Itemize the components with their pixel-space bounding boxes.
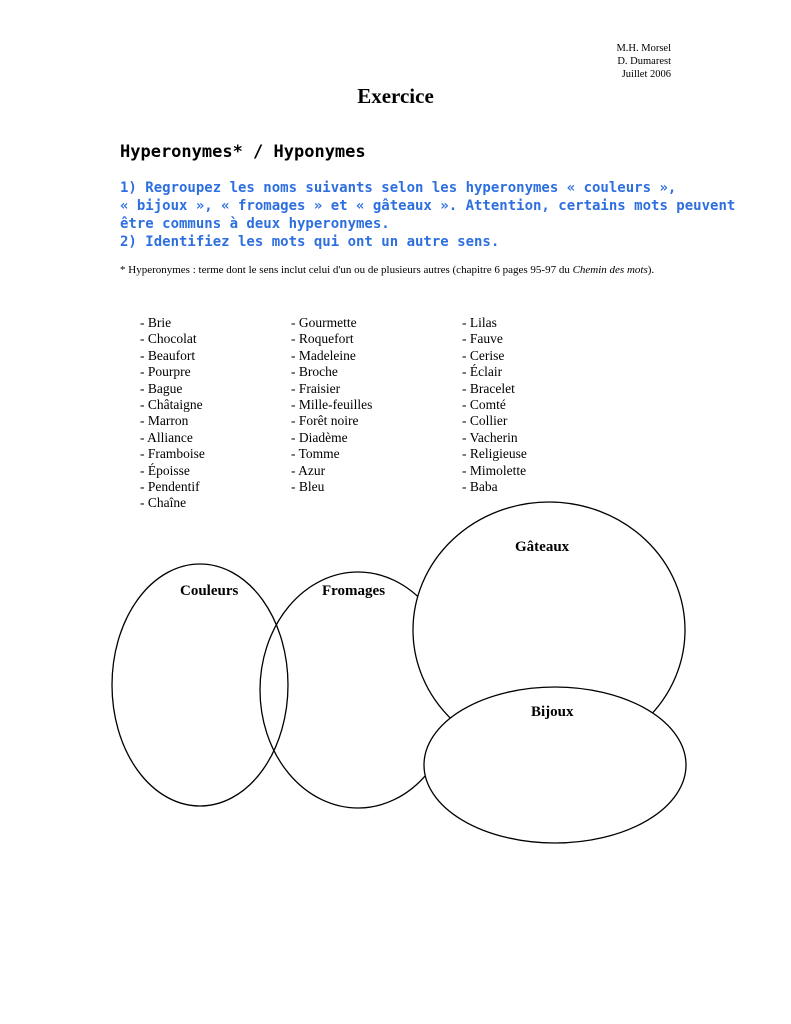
word-item: - Roquefort bbox=[291, 331, 354, 347]
instruction-line: 2) Identifiez les mots qui ont un autre sens. bbox=[120, 234, 500, 250]
word-item: - Comté bbox=[462, 397, 506, 413]
word-item: - Époisse bbox=[140, 462, 190, 478]
word-item: - Collier bbox=[462, 413, 508, 429]
word-item: - Mimolette bbox=[462, 462, 527, 478]
instruction-line: 1) Regroupez les noms suivants selon les hyperonymes « couleurs », bbox=[120, 180, 677, 196]
word-item: - Brie bbox=[140, 315, 172, 330]
section-subtitle: Hyperonymes* / Hyponymes bbox=[120, 142, 366, 162]
word-item: - Tomme bbox=[291, 446, 340, 462]
word-item: - Beaufort bbox=[140, 347, 196, 363]
document-date: Juillet 2006 bbox=[621, 69, 671, 80]
word-item: - Bracelet bbox=[462, 380, 515, 396]
word-item: - Baba bbox=[462, 479, 498, 495]
word-item: - Marron bbox=[140, 413, 189, 429]
footnote-text: * Hyperonymes : terme dont le sens inclut celui d'un ou de plusieurs autres (chapitre 6 pages 95-97 du bbox=[120, 264, 573, 276]
venn-label-fromages: Fromages bbox=[322, 583, 386, 599]
word-item: - Éclair bbox=[462, 364, 503, 380]
word-item: - Fauve bbox=[462, 331, 503, 347]
word-item: - Chocolat bbox=[140, 331, 197, 347]
word-item: - Mille-feuilles bbox=[291, 397, 373, 413]
couleurs-circle bbox=[112, 564, 288, 806]
word-item: - Bague bbox=[140, 380, 183, 396]
word-item: - Vacherin bbox=[462, 429, 518, 445]
instruction-line: être communs à deux hyperonymes. bbox=[120, 216, 390, 232]
footnote-book-title: Chemin des mots bbox=[572, 264, 648, 276]
word-item: - Fraisier bbox=[291, 380, 341, 396]
word-item: - Madeleine bbox=[291, 347, 356, 363]
word-item: - Broche bbox=[291, 364, 338, 380]
instruction-line: « bijoux », « fromages » et « gâteaux ». Attention, certains mots peuvent bbox=[120, 198, 736, 214]
word-item: - Gourmette bbox=[291, 315, 357, 330]
word-item: - Pourpre bbox=[140, 364, 191, 380]
word-item: - Lilas bbox=[462, 315, 497, 330]
footnote-end: ). bbox=[647, 264, 655, 276]
word-item: - Diadème bbox=[291, 429, 348, 445]
word-item: - Châtaigne bbox=[140, 397, 203, 413]
word-item: - Chaîne bbox=[140, 495, 187, 511]
word-item: - Religieuse bbox=[462, 446, 527, 462]
word-item: - Forêt noire bbox=[291, 413, 359, 429]
word-item: - Bleu bbox=[291, 479, 325, 495]
venn-label-couleurs: Couleurs bbox=[180, 583, 239, 599]
venn-label-gateaux: Gâteaux bbox=[515, 539, 570, 555]
author-name: M.H. Morsel bbox=[616, 43, 671, 54]
word-item: - Framboise bbox=[140, 446, 205, 462]
word-item: - Pendentif bbox=[140, 479, 200, 495]
word-item: - Azur bbox=[291, 462, 326, 478]
word-item: - Cerise bbox=[462, 347, 505, 363]
word-item: - Alliance bbox=[140, 429, 193, 445]
author-name: D. Dumarest bbox=[617, 56, 671, 67]
venn-label-bijoux: Bijoux bbox=[531, 704, 574, 720]
page-title: Exercice bbox=[357, 84, 434, 108]
